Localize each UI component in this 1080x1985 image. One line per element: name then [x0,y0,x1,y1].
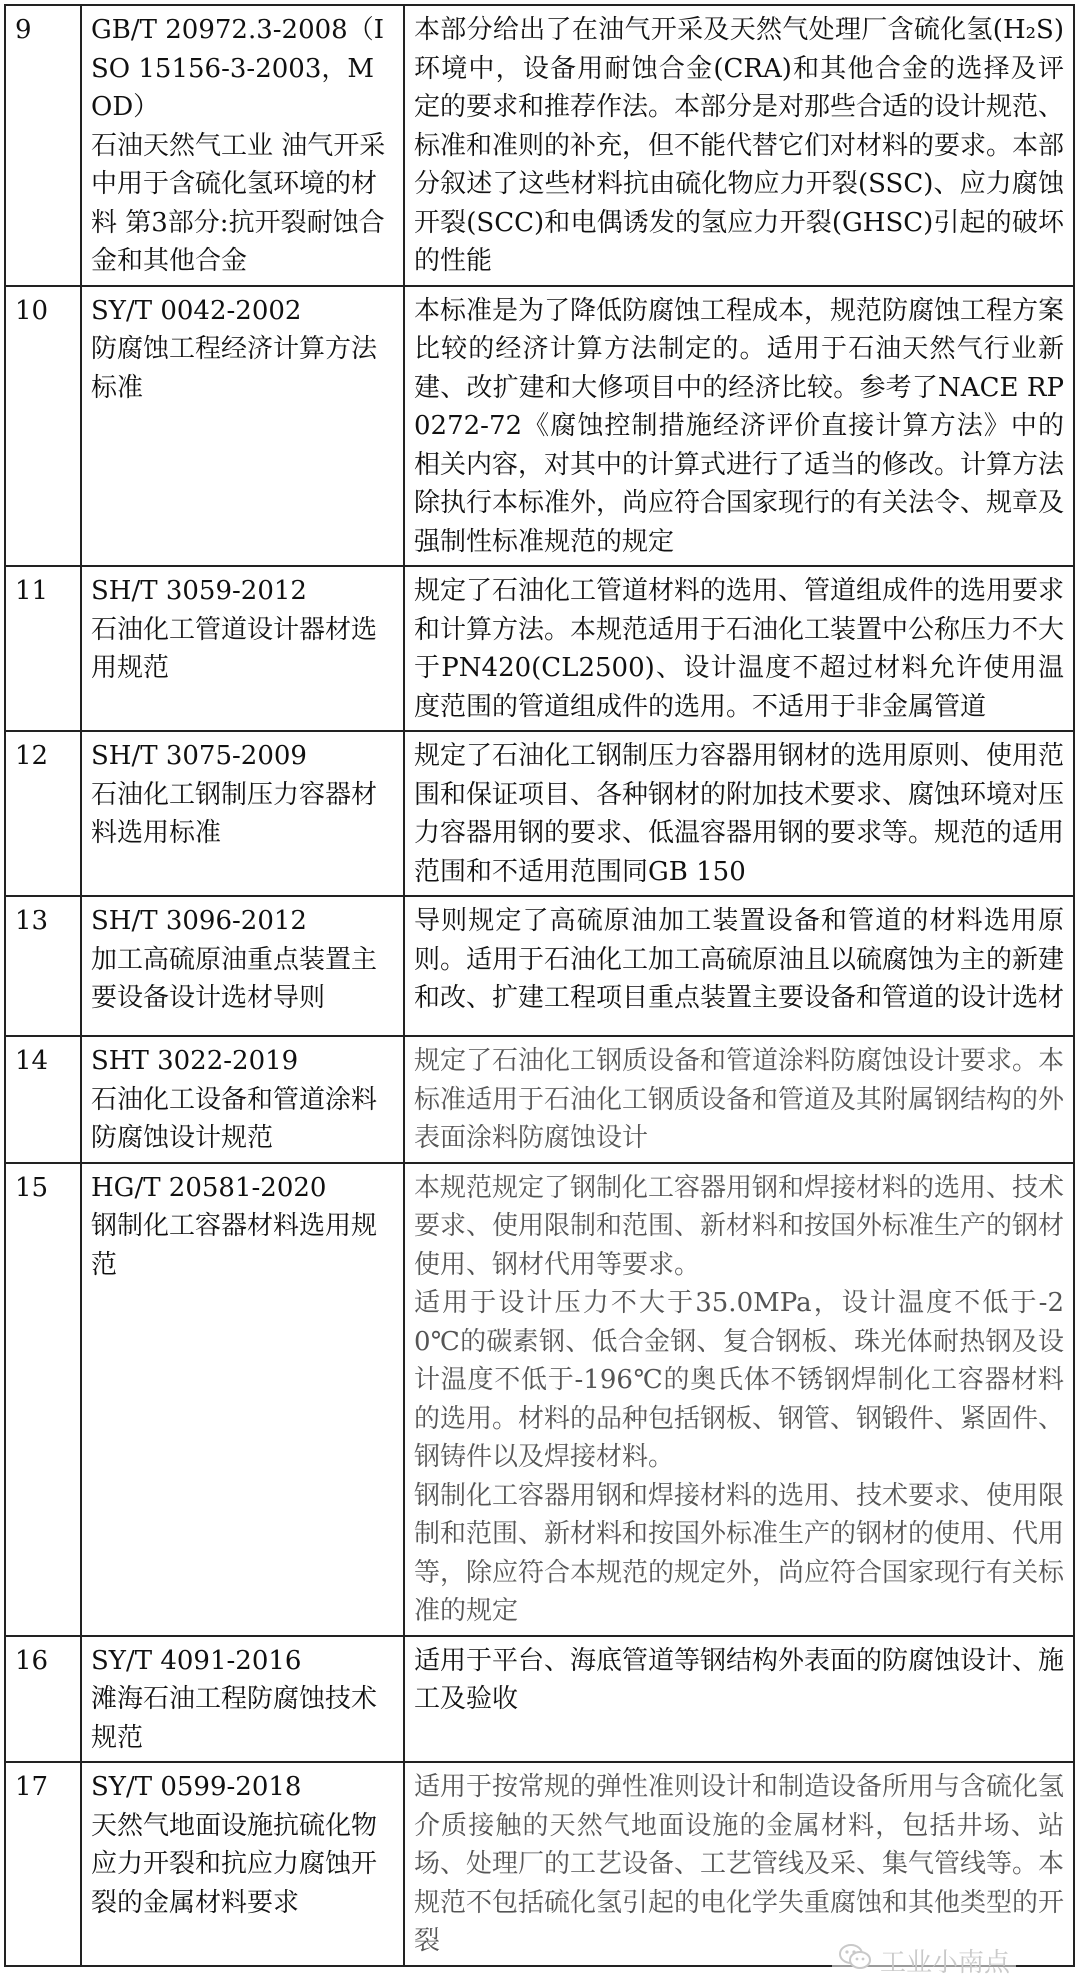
standard-title: 加工高硫原油重点装置主要设备设计选材导则 [91,944,378,1013]
description-paragraph: 本标准是为了降低防腐蚀工程成本，规范防腐蚀工程方案比较的经济计算方法制定的。适用于石油天然气行业新建、改扩建和大修项目中的经济比较。参考了NACE RP 0272-72《腐蚀控制措施经济评价直接计算方法》中的相关内容，对其中的计算式进行了适当的修改。计算方法除执行本标准外，尚应符合国家现行的有关法令、规章及强制性标准规范的规定 [414,295,1065,557]
table-row [5,5,1074,286]
standard-description [404,1036,1074,1163]
standards-table [4,4,1075,1967]
description-paragraph: 规定了石油化工钢质设备和管道涂料防腐蚀设计要求。本标准适用于石油化工钢质设备和管道及其附属钢结构的外表面涂料防腐蚀设计 [414,1046,1065,1153]
standard-code: SHT 3022-2019 [91,1046,299,1076]
standard-code: SH/T 3059-2012 [91,576,307,606]
description-paragraph: 规定了石油化工钢制压力容器用钢材的选用原则、使用范围和保证项目、各种钢材的附加技术要求、腐蚀环境对压力容器用钢的要求、低温容器用钢的要求等。规范的适用范围和不适用范围同GB 150 [414,741,1065,887]
table-row [5,1762,1074,1966]
description-paragraph: 导则规定了高硫原油加工装置设备和管道的材料选用原则。适用于石油化工加工高硫原油且以硫腐蚀为主的新建和改、扩建工程项目重点装置主要设备和管道的设计选材 [414,906,1065,1013]
standard-title: 石油化工管道设计器材选用规范 [91,614,378,683]
description-paragraph: 规定了石油化工管道材料的选用、管道组成件的选用要求和计算方法。本规范适用于石油化工装置中公称压力不大于PN420(CL2500)、设计温度不超过材料允许使用温度范围的管道组成件的选用。不适用于非金属管道 [414,576,1065,722]
row-number: 13 [5,896,81,1036]
description-paragraph: 本部分给出了在油气开采及天然气处理厂含硫化氢(H₂S)环境中，设备用耐蚀合金(CRA)和其他合金的选择及评定的要求和推荐作法。本部分是对那些合适的设计规范、标准和准则的补充，但不能代替它们对材料的要求。本部分叙述了这些材料抗由硫化物应力开裂(SSC)、应力腐蚀开裂(SCC)和电偶诱发的氢应力开裂(GHSC)引起的破坏的性能 [414,15,1065,276]
description-paragraph: 适用于按常规的弹性准则设计和制造设备所用与含硫化氢介质接触的天然气地面设施的金属材料，包括井场、站场、处理厂的工艺设备、工艺管线及采、集气管线等。本规范不包括硫化氢引起的电化学失重腐蚀和其他类型的开裂 [414,1772,1065,1956]
table-row [5,1163,1074,1636]
watermark-text: 工业小南点 [879,1948,1010,1978]
standard-code: SY/T 0042-2002 [91,295,302,326]
row-number: 10 [5,286,81,567]
standard-title: 石油化工钢制压力容器材料选用标准 [91,779,378,848]
standard-cell [81,1036,404,1163]
row-number: 16 [5,1636,81,1763]
standard-description [404,1163,1074,1636]
standard-cell [81,731,404,896]
standard-cell [81,1762,404,1966]
table-row [5,566,1074,731]
standard-cell [81,566,404,731]
standard-code: SY/T 4091-2016 [91,1645,302,1676]
standard-title: 防腐蚀工程经济计算方法标准 [91,334,378,403]
description-paragraph: 适用于设计压力不大于35.0MPa，设计温度不低于-20℃的碳素钢、低合金钢、复合钢板、珠光体耐热钢及设计温度不低于-196℃的奥氏体不锈钢焊制化工容器材料的选用。材料的品种包括钢板、钢管、钢锻件、紧固件、钢铸件以及焊接材料。 [414,1288,1065,1472]
standard-cell [81,1636,404,1763]
standard-code: SY/T 0599-2018 [91,1772,302,1802]
standard-code: SH/T 3096-2012 [91,906,307,936]
standard-code: SH/T 3075-2009 [91,741,307,771]
standard-description [404,1762,1074,1966]
row-number: 9 [5,5,81,286]
standard-cell [81,286,404,567]
standard-description [404,896,1074,1036]
standard-title: 滩海石油工程防腐蚀技术规范 [91,1684,378,1753]
standard-title: 石油化工设备和管道涂料防腐蚀设计规范 [91,1084,378,1153]
standard-cell [81,896,404,1036]
row-number: 15 [5,1163,81,1636]
standard-cell [81,1163,404,1636]
watermark [832,1940,1016,1981]
standard-code: HG/T 20581-2020 [91,1172,327,1203]
description-paragraph: 钢制化工容器用钢和焊接材料的选用、技术要求、使用限制和范围、新材料和按国外标准生产的钢材的使用、代用等，除应符合本规范的规定外，尚应符合国家现行有关标准的规定 [414,1480,1065,1626]
standard-description [404,286,1074,567]
standard-cell [81,5,404,286]
standard-title: 天然气地面设施抗硫化物应力开裂和抗应力腐蚀开裂的金属材料要求 [91,1810,378,1918]
table-row [5,286,1074,567]
standard-description [404,566,1074,731]
row-number: 11 [5,566,81,731]
table-row [5,896,1074,1036]
standard-title: 石油天然气工业 油气开采中用于含硫化氢环境的材料 第3部分:抗开裂耐蚀合金和其他合金 [91,130,386,276]
standard-description [404,731,1074,896]
table-row [5,731,1074,896]
description-paragraph: 适用于平台、海底管道等钢结构外表面的防腐蚀设计、施工及验收 [414,1645,1065,1714]
row-number: 12 [5,731,81,896]
table-row [5,1636,1074,1763]
standard-title: 钢制化工容器材料选用规范 [91,1211,378,1280]
standard-description [404,1636,1074,1763]
row-number: 14 [5,1036,81,1163]
standard-description [404,5,1074,286]
description-paragraph: 本规范规定了钢制化工容器用钢和焊接材料的选用、技术要求、使用限制和范围、新材料和按国外标准生产的钢材使用、钢材代用等要求。 [414,1172,1065,1280]
wechat-icon [838,1942,872,1979]
row-number: 17 [5,1762,81,1966]
standard-code: GB/T 20972.3-2008（ISO 15156-3-2003，MOD） [91,15,384,122]
table-row [5,1036,1074,1163]
